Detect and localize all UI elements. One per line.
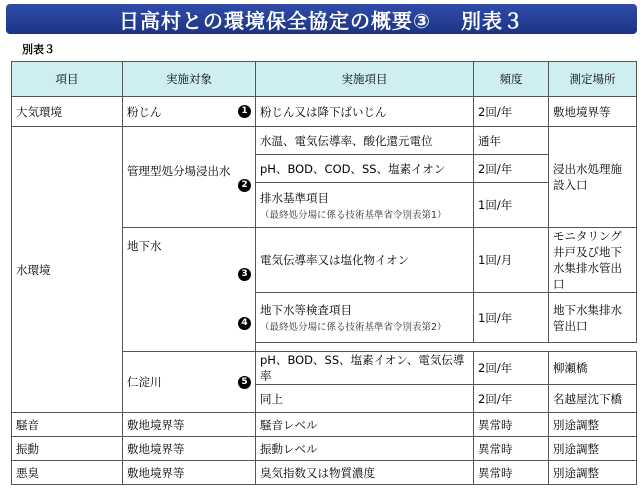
location-cell: 別途調整 <box>549 437 637 461</box>
target-dust <box>123 97 256 127</box>
target-label: 地下水 <box>127 239 162 253</box>
table-row <box>12 461 637 485</box>
category-odor: 悪臭 <box>12 461 123 485</box>
item-cell: 振動レベル <box>256 437 474 461</box>
item-label: 排水基準項目 <box>260 190 329 205</box>
frequency-cell: 異常時 <box>474 461 549 485</box>
item-note: （最終処分場に係る技術基準省令別表第1） <box>260 209 447 221</box>
item-label: 地下水等検査項目 <box>260 303 352 317</box>
page-subtitle: 別表３ <box>460 8 524 33</box>
frequency-cell: 異常時 <box>474 413 549 437</box>
frequency-cell: 異常時 <box>474 437 549 461</box>
category-air: 大気環境 <box>12 97 123 127</box>
marker-5-icon: 5 <box>238 376 251 389</box>
target-cell: 敷地境界等 <box>123 461 256 485</box>
agreement-table <box>11 61 637 485</box>
table-row <box>12 437 637 461</box>
item-cell: 騒音レベル <box>256 413 474 437</box>
table-caption: 別表３ <box>22 43 55 56</box>
header-category: 項目 <box>12 62 123 97</box>
table-row <box>12 413 637 437</box>
location-cell: 浸出水処理施設入口 <box>549 127 637 228</box>
marker-1-icon: 1 <box>238 105 251 118</box>
frequency-cell: 2回/年 <box>474 385 549 413</box>
location-cell: モニタリング井戸及び地下水集排水管出口 <box>549 228 637 293</box>
table-row <box>12 127 637 155</box>
marker-2-icon: 2 <box>238 179 251 192</box>
marker-3-icon: 3 <box>238 268 251 281</box>
location-cell: 別途調整 <box>549 461 637 485</box>
target-cell: 敷地境界等 <box>123 437 256 461</box>
item-cell: pH、BOD、COD、SS、塩素イオン <box>256 155 474 183</box>
item-cell: 水温、電気伝導率、酸化還元電位 <box>256 127 474 155</box>
location-cell: 敷地境界等 <box>549 97 637 127</box>
header-item: 実施項目 <box>256 62 474 97</box>
frequency-cell: 1回/年 <box>474 293 549 343</box>
target-river <box>123 352 256 413</box>
item-cell: pH、BOD、SS、塩素イオン、電気伝導率 <box>256 352 474 385</box>
target-label: 仁淀川 <box>127 375 162 389</box>
item-cell: 同上 <box>256 385 474 413</box>
marker-4-icon: 4 <box>238 317 251 330</box>
frequency-cell: 1回/年 <box>474 183 549 228</box>
header-frequency: 頻度 <box>474 62 549 97</box>
item-cell: 粉じん又は降下ばいじん <box>256 97 474 127</box>
target-cell: 敷地境界等 <box>123 413 256 437</box>
item-cell: 電気伝導率又は塩化物イオン <box>256 228 474 293</box>
target-label: 粉じん <box>127 104 162 119</box>
item-cell: 臭気指数又は物質濃度 <box>256 461 474 485</box>
location-cell: 別途調整 <box>549 413 637 437</box>
location-cell: 地下水集排水管出口 <box>549 293 637 343</box>
page-title: 日高村との環境保全協定の概要③ <box>119 8 431 33</box>
frequency-cell: 2回/年 <box>474 352 549 385</box>
category-water: 水環境 <box>12 127 123 413</box>
location-cell: 柳瀬橋 <box>549 352 637 385</box>
item-cell <box>256 183 474 228</box>
title-bar <box>6 4 637 34</box>
frequency-cell: 通年 <box>474 127 549 155</box>
target-label: 管理型処分場浸出水 <box>127 163 231 178</box>
category-noise: 騒音 <box>12 413 123 437</box>
table-row <box>12 97 637 127</box>
item-cell <box>256 293 474 343</box>
target-leachate <box>123 127 256 228</box>
category-vibration: 振動 <box>12 437 123 461</box>
frequency-cell: 1回/月 <box>474 228 549 293</box>
target-groundwater <box>123 228 256 352</box>
header-location: 測定場所 <box>549 62 637 97</box>
table-header-row <box>12 62 637 97</box>
location-cell: 名越屋沈下橋 <box>549 385 637 413</box>
header-target: 実施対象 <box>123 62 256 97</box>
item-note: （最終処分場に係る技術基準省令別表第2） <box>260 322 447 333</box>
frequency-cell: 2回/年 <box>474 155 549 183</box>
frequency-cell: 2回/年 <box>474 97 549 127</box>
